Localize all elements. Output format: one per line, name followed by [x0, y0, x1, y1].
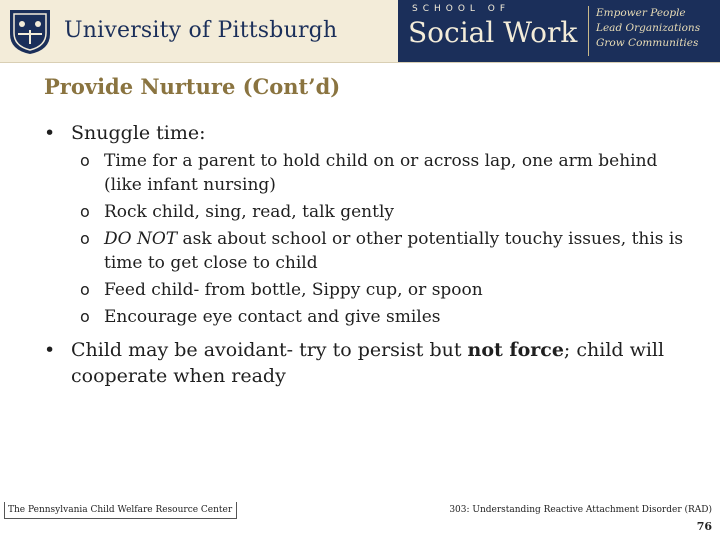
- bullet-marker: •: [44, 122, 56, 144]
- sub-bullet-text: Feed child- from bottle, Sippy cup, or spoon: [104, 280, 483, 300]
- tagline-line: Empower People: [596, 7, 686, 19]
- bullet-text-end: ; child will cooperate when ready: [71, 339, 665, 387]
- slide-title: Provide Nurture (Cont’d): [44, 74, 341, 99]
- slide-body: [44, 120, 694, 389]
- sub-bullet-marker: o: [80, 229, 90, 248]
- footer-course-title: 303: Understanding Reactive Attachment Disorder (RAD): [449, 505, 712, 515]
- sub-bullet-text: Time for a parent to hold child on or across lap, one arm behind (like infant nursing): [104, 151, 658, 195]
- slide-header: [0, 0, 720, 63]
- sub-bullet-item: [44, 200, 694, 224]
- sub-bullet-item: [44, 227, 694, 275]
- university-logo: [6, 6, 338, 56]
- sub-bullet-text: Rock child, sing, read, talk gently: [104, 202, 394, 222]
- sub-bullet-item: [44, 305, 694, 329]
- bullet-text: Snuggle time:: [71, 122, 206, 144]
- bullet-item: [44, 337, 694, 389]
- bullet-item: [44, 120, 694, 146]
- bullet-marker: •: [44, 339, 56, 361]
- sub-bullet-marker: o: [80, 280, 90, 299]
- sub-bullet-text: [104, 229, 683, 273]
- sub-bullet-text-rest: ask about school or other potentially touchy issues, this is time to get close to child: [104, 229, 684, 273]
- sub-bullet-marker: o: [80, 202, 90, 221]
- footer-organization: The Pennsylvania Child Welfare Resource Center: [4, 502, 237, 519]
- banner-divider: [588, 6, 589, 56]
- tagline-line: Lead Organizations: [596, 22, 701, 34]
- sub-bullet-item: [44, 278, 694, 302]
- tagline: [596, 6, 716, 51]
- university-name: University of Pittsburgh: [64, 18, 338, 43]
- tagline-line: Grow Communities: [596, 37, 699, 49]
- sub-bullet-text: Encourage eye contact and give smiles: [104, 307, 441, 327]
- social-work-label: Social Work: [408, 16, 578, 49]
- bold-text: not force: [467, 339, 564, 361]
- school-of-label: SCHOOL OF: [412, 4, 511, 14]
- bullet-text: [71, 339, 664, 387]
- university-seal-icon: [6, 6, 54, 56]
- sub-bullet-item: [44, 149, 694, 197]
- page-number: 76: [696, 520, 712, 533]
- bullet-text-start: Child may be avoidant- try to persist but: [71, 339, 468, 361]
- emphasis-text: DO NOT: [104, 229, 178, 249]
- sub-bullet-marker: o: [80, 151, 90, 170]
- school-of-social-work-banner: [398, 0, 720, 62]
- sub-bullet-marker: o: [80, 307, 90, 326]
